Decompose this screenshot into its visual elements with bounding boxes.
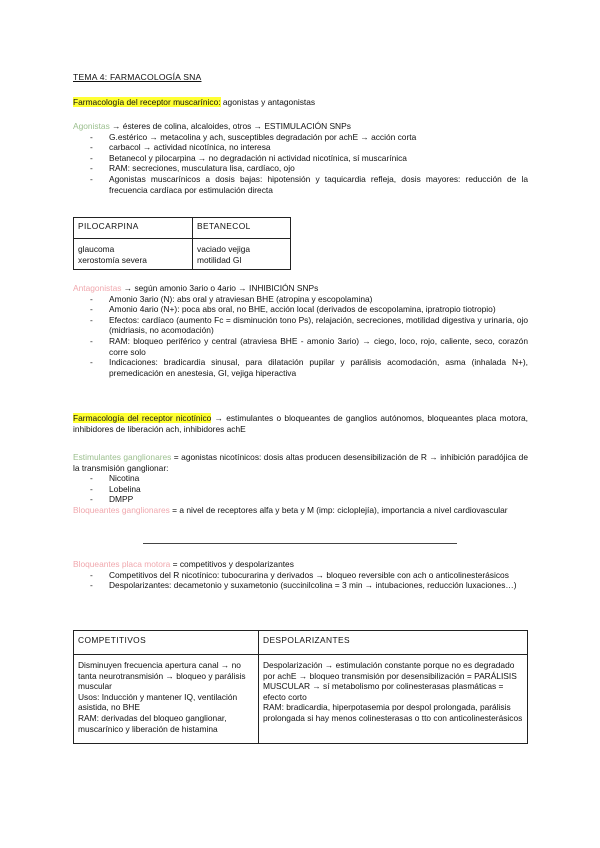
cell-line: Disminuyen frecuencia apertura canal → no tanta neurotransmisión → bloqueo y parálisis muscular: [78, 660, 246, 692]
motor-plate-label: Bloqueantes placa motora: [73, 559, 171, 569]
cell-line: xerostomía severa: [78, 254, 147, 265]
muscarinic-heading-highlight: Farmacología del receptor muscarínico:: [73, 97, 221, 107]
list-item: - Betanecol y pilocarpina → no degradación ni actividad nicotínica, sí muscarínica: [73, 153, 528, 164]
muscarinic-heading: [73, 97, 528, 108]
list-item: - G.estérico → metacolina y ach, susceptibles degradación por achE → acción corta: [73, 132, 528, 143]
list-item: - Lobelina: [73, 484, 528, 495]
table-header: COMPETITIVOS: [74, 631, 259, 655]
agonists-list: [73, 132, 528, 196]
list-item: - Agonistas muscarínicos a dosis bajas: hipotensión y taquicardia refleja, dosis mayores: reducción de la frecuencia cardíaca por estimulación directa: [73, 174, 528, 195]
cell-line: Despolarización → estimulación constante porque no es degradado por achE → bloqueo transmisión por desensibilización = PARÁLISIS MUSCULAR → sí metabolismo por colinesterasas plasmáticas = efecto corto: [263, 660, 517, 702]
cell-line: RAM: derivadas del bloqueo ganglionar, muscarínico y liberación de histamina: [78, 712, 227, 734]
pilocarpina-betanecol-table: [73, 217, 291, 270]
cell-line: RAM: bradicardia, hiperpotasemia por despol prolongada, parálisis prolongada si hay menos colinesterasas o tto con anticolinesterásicos: [263, 702, 523, 723]
stimulants-text: = agonistas nicotínicos: dosis altas producen desensibilización de R → inhibición paradójica de la transmisión ganglionar:: [73, 452, 528, 473]
muscarinic-heading-rest: agonistas y antagonistas: [220, 97, 316, 107]
table-header: PILOCARPINA: [74, 218, 193, 239]
motor-plate-intro: [73, 559, 528, 570]
cell-line: motilidad GI: [197, 254, 242, 265]
list-item: - Amonio 4ario (N+): poca abs oral, no BHE, acción local (derivados de escopolamina, ipratropio tiotropio): [73, 304, 528, 315]
nicotinic-heading-highlight: Farmacología del receptor nicotínico: [73, 413, 212, 423]
stimulants-paragraph: [73, 452, 528, 473]
motor-plate-list: [73, 570, 528, 591]
blockers-paragraph: [73, 505, 528, 516]
blockers-label: Bloqueantes ganglionares: [73, 504, 170, 515]
blockers-text: = a nivel de receptores alfa y beta y M (imp: cicloplejía), importancia a nivel cardiovascular: [169, 504, 508, 515]
cell-line: vaciado vejiga: [197, 244, 251, 254]
list-item: - RAM: secreciones, musculatura lisa, cardíaco, ojo: [73, 163, 528, 174]
list-item: - DMPP: [73, 494, 528, 505]
agonists-label: Agonistas: [73, 121, 110, 131]
antagonists-list: [73, 294, 528, 379]
list-item: - carbacol → actividad nicotínica, no interesa: [73, 142, 528, 153]
table-header: BETANECOL: [193, 218, 291, 239]
table-cell: [193, 239, 291, 270]
list-item: - Nicotina: [73, 473, 528, 484]
antagonists-intro-text: → según amonio 3ario o 4ario → INHIBICIÓN SNPs: [121, 283, 319, 293]
agonists-section: [73, 121, 528, 195]
motor-plate-section: [73, 559, 528, 591]
table-cell-competitive: [74, 655, 259, 744]
antagonists-label: Antagonistas: [73, 283, 122, 293]
antagonists-section: [73, 283, 528, 378]
nicotinic-heading-rest: → estimulantes o bloqueantes de ganglios autónomos, bloqueantes placa motora, inhibidores de liberación ach, inhibidores achE: [73, 413, 528, 434]
table-cell: [74, 239, 193, 270]
page-title: TEMA 4: FARMACOLOGÍA SNA: [73, 72, 202, 82]
competitive-depolarizing-table: [73, 630, 528, 744]
nicotinic-heading: [73, 413, 528, 434]
list-item: - Indicaciones: bradicardia sinusal, para dilatación pupilar y parálisis acomodación, asma (inhalada N+), premedicación en anestesia, GI, vejiga hiperactiva: [73, 357, 528, 378]
separator-line: [143, 543, 457, 544]
list-item: - RAM: bloqueo periférico y central (atraviesa BHE - amonio 3ario) → ciego, loco, rojo, caliente, seco, corazón corre solo: [73, 336, 528, 357]
ganglionic-section: [73, 452, 528, 516]
stimulants-list: [73, 473, 528, 505]
list-item: - Efectos: cardíaco (aumento Fc = disminución tono Ps), relajación, secreciones, motilidad digestiva y urinaria, ojo (midriasis, no acomodación): [73, 315, 528, 336]
agonists-intro: [73, 121, 528, 132]
table-cell-depolarizing: [259, 655, 528, 744]
list-item: - Competitivos del R nicotínico: tubocurarina y derivados → bloqueo reversible con ach o anticolinesterásicos: [73, 570, 528, 581]
stimulants-label: Estimulantes ganglionares: [73, 452, 172, 462]
list-item: - Despolarizantes: decametonio y suxametonio (succinilcolina = 3 min → intubaciones, reducción luxaciones…): [73, 580, 528, 591]
antagonists-intro: [73, 283, 528, 294]
cell-line: Usos: Inducción y mantener IQ, ventilación asistida, no BHE: [78, 691, 238, 713]
motor-plate-text: = competitivos y despolarizantes: [170, 559, 294, 569]
agonists-intro-text: → ésteres de colina, alcaloides, otros → ESTIMULACIÓN SNPs: [109, 121, 351, 131]
list-item: - Amonio 3ario (N): abs oral y atraviesan BHE (atropina y escopolamina): [73, 294, 528, 305]
cell-line: glaucoma: [78, 244, 115, 254]
table-header: DESPOLARIZANTES: [259, 631, 528, 655]
